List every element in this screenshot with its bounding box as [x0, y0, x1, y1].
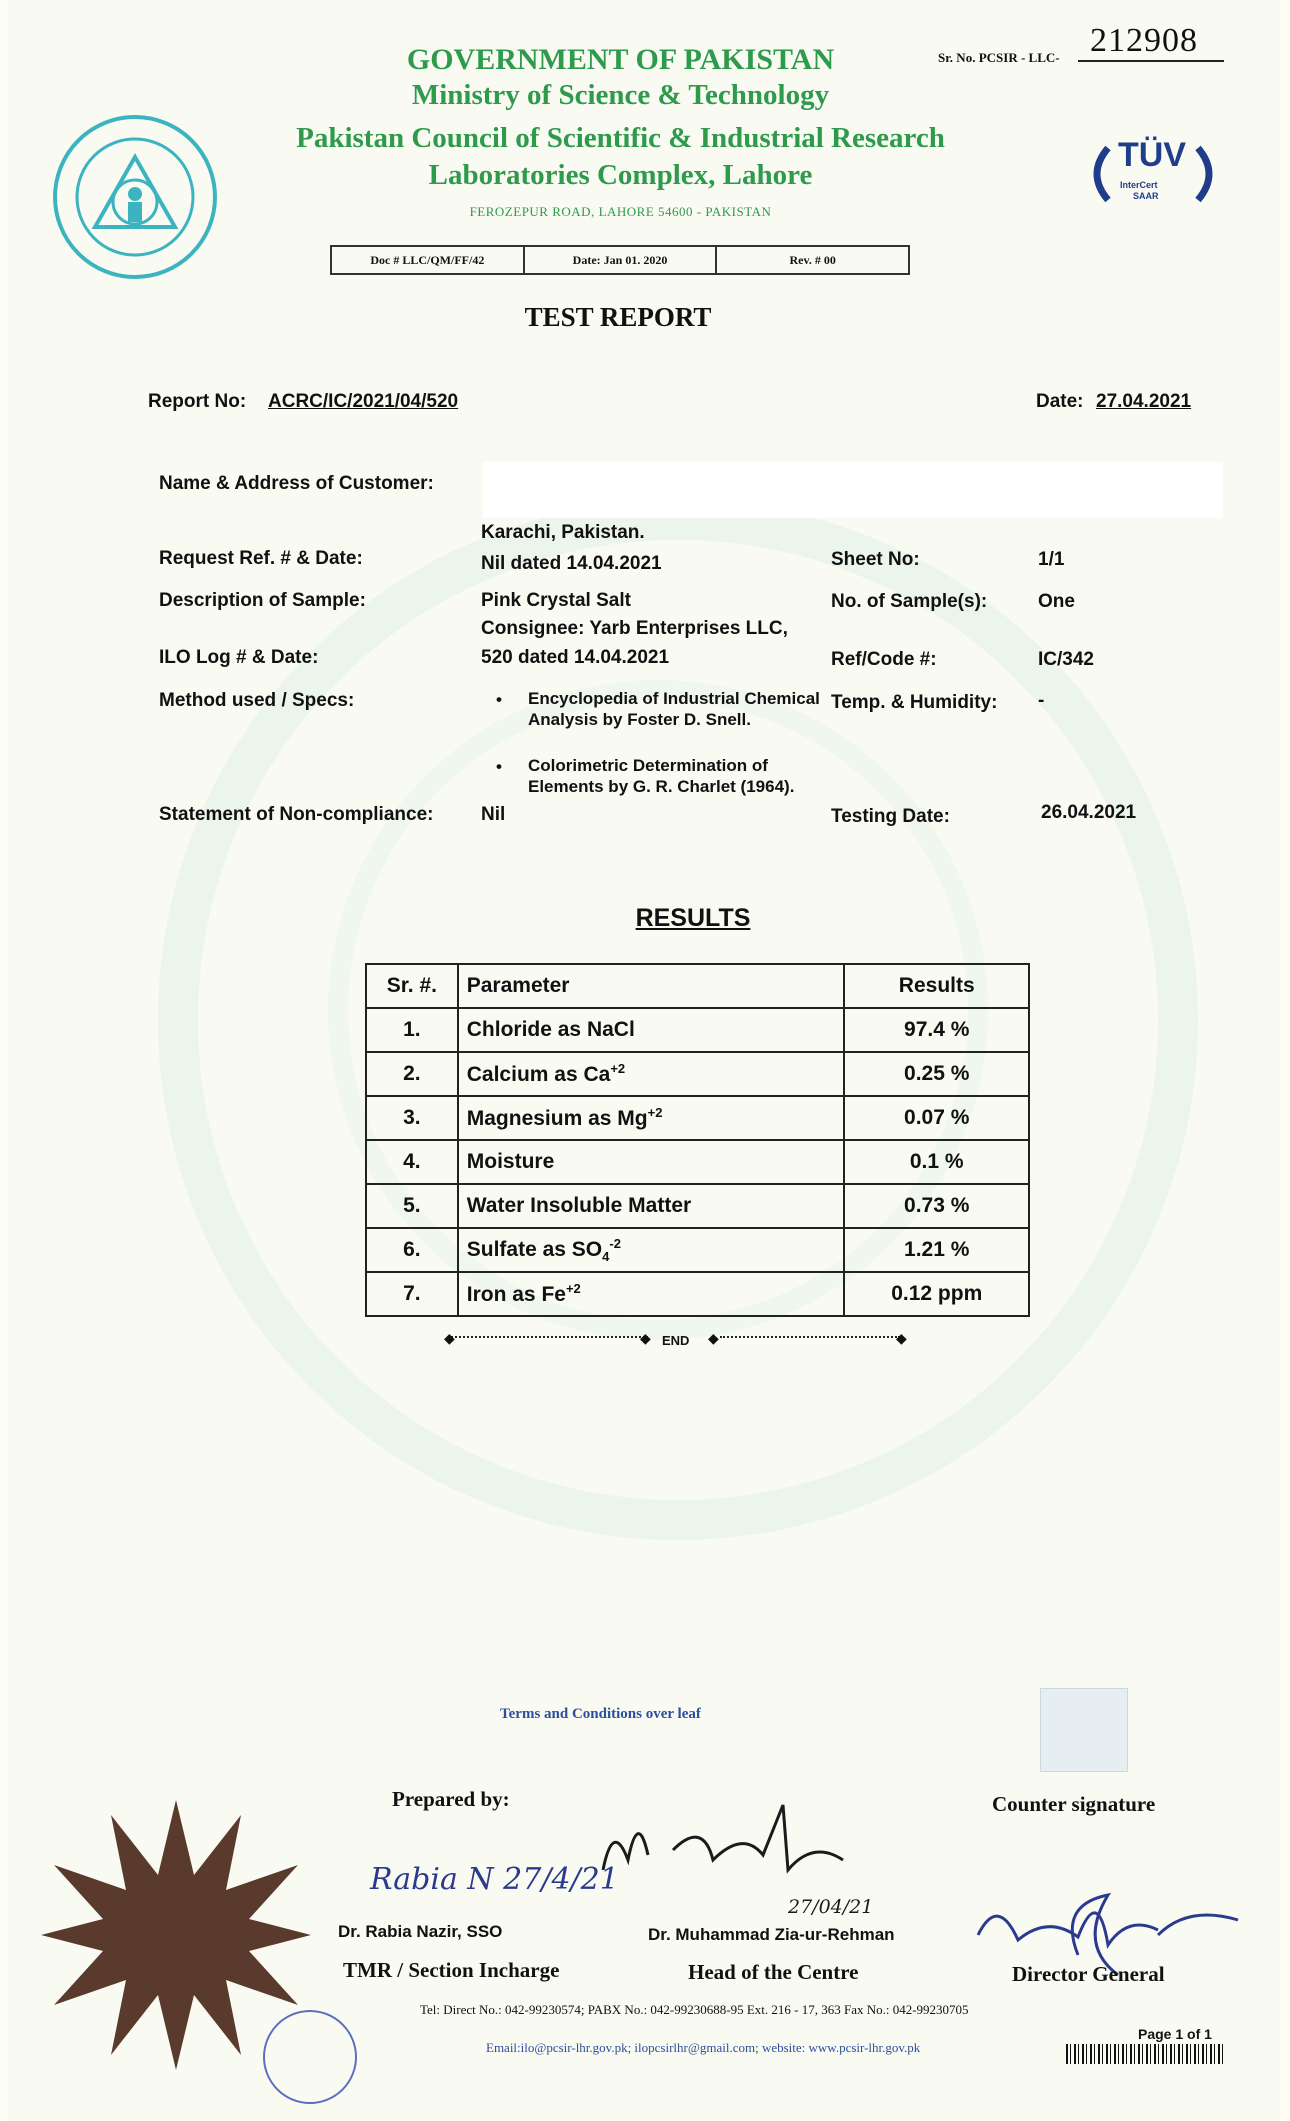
email-line[interactable]: Email:ilo@pcsir-lhr.gov.pk; ilopcsirlhr@gmail.com; website: www.pcsir-lhr.gov.pk	[486, 2040, 921, 2055]
row-result: 0.12 ppm	[844, 1272, 1029, 1316]
param-superscript: +2	[610, 1061, 626, 1076]
report-no-value: ACRC/IC/2021/04/520	[268, 391, 459, 412]
method-item-2: Colorimetric Determination of Elements by G. R. Charlet (1964).	[528, 756, 795, 796]
row-result: 97.4 %	[844, 1008, 1029, 1052]
customer-city: Karachi, Pakistan.	[481, 522, 645, 543]
signatory-1-name: Dr. Rabia Nazir, SSO	[338, 1922, 503, 1941]
param-text: Water Insoluble Matter	[466, 1194, 692, 1217]
report-date-value: 27.04.2021	[1096, 391, 1192, 412]
end-marker: END	[662, 1333, 690, 1348]
header-council: Pakistan Council of Scientific & Industrial Research	[296, 122, 945, 154]
header-ministry: Ministry of Science & Technology	[411, 79, 830, 111]
report-date-label: Date:	[1036, 391, 1084, 412]
method-label: Method used / Specs:	[159, 690, 355, 711]
header-government: GOVERNMENT OF PAKISTAN	[406, 43, 835, 76]
testing-date-value: 26.04.2021	[1041, 802, 1137, 823]
doc-revision: Rev. # 00	[789, 252, 836, 267]
refcode-label: Ref/Code #:	[831, 649, 937, 670]
report-page	[8, 0, 1280, 2121]
tuv-saar: SAAR	[1133, 191, 1159, 201]
signatory-2-name: Dr. Muhammad Zia-ur-Rehman	[648, 1925, 895, 1944]
signature-zia-icon	[593, 1800, 873, 1890]
serial-number: 212908	[1090, 22, 1198, 59]
temp-label: Temp. & Humidity:	[831, 692, 998, 713]
param-text: Sulfate as SO	[466, 1237, 603, 1261]
row-result: 0.25 %	[844, 1052, 1029, 1096]
customer-label: Name & Address of Customer:	[159, 473, 434, 494]
diamond-icon: ◆	[444, 1330, 455, 1346]
method-bullet-2: •	[496, 757, 502, 776]
description-label: Description of Sample:	[159, 590, 366, 611]
row-parameter	[458, 1184, 845, 1228]
diamond-icon: ◆	[896, 1330, 907, 1346]
sheet-label: Sheet No:	[831, 549, 920, 570]
param-subscript: 4	[602, 1249, 610, 1265]
end-line-left	[448, 1336, 648, 1338]
row-sr: 6.	[366, 1228, 458, 1272]
method-item-1: Encyclopedia of Industrial Chemical Analysis by Foster D. Snell.	[528, 689, 820, 729]
param-text: Chloride as NaCl	[466, 1018, 635, 1041]
row-result: 1.21 %	[844, 1228, 1029, 1272]
samples-label: No. of Sample(s):	[831, 591, 988, 612]
description-value-1: Pink Crystal Salt	[481, 590, 631, 611]
report-no-label: Report No:	[148, 391, 247, 412]
signatory-2-title: Head of the Centre	[688, 1960, 859, 1984]
testing-date-label: Testing Date:	[831, 806, 950, 827]
param-text: Moisture	[466, 1150, 555, 1173]
param-superscript: +2	[565, 1281, 581, 1296]
row-parameter	[458, 1228, 845, 1272]
row-result: 0.1 %	[844, 1140, 1029, 1184]
col-parameter: Parameter	[458, 964, 845, 1008]
signature-rabia: Rabia N 27/4/21	[370, 1862, 619, 1897]
document-control-row	[330, 245, 910, 275]
serial-label: Sr. No. PCSIR - LLC-	[938, 50, 1060, 65]
results-heading: RESULTS	[635, 904, 751, 932]
row-parameter	[458, 1140, 845, 1184]
table-row	[366, 1228, 1029, 1272]
param-text: Magnesium as Mg	[466, 1107, 648, 1130]
noncompliance-value: Nil	[481, 804, 506, 825]
param-text: Calcium as Ca	[466, 1063, 611, 1086]
table-row	[366, 1140, 1029, 1184]
col-sr: Sr. #.	[366, 964, 458, 1008]
row-sr: 1.	[366, 1008, 458, 1052]
tuv-text: TÜV	[1118, 136, 1186, 174]
counter-signature-label: Counter signature	[992, 1792, 1156, 1816]
barcode-icon	[1066, 2044, 1226, 2064]
signatory-3-title: Director General	[1012, 1962, 1165, 1986]
description-value-2: Consignee: Yarb Enterprises LLC,	[481, 618, 788, 639]
param-text: Iron as Fe	[466, 1283, 566, 1306]
terms-link[interactable]: Terms and Conditions over leaf	[500, 1706, 701, 1722]
refcode-value: IC/342	[1038, 649, 1094, 670]
sheet-value: 1/1	[1038, 549, 1065, 570]
ilo-value: 520 dated 14.04.2021	[481, 647, 670, 668]
table-row	[366, 1096, 1029, 1140]
table-row	[366, 1184, 1029, 1228]
customer-redacted	[483, 462, 1223, 518]
table-row	[366, 1272, 1029, 1316]
row-parameter	[458, 1096, 845, 1140]
method-bullet-1: •	[496, 690, 502, 709]
signatory-1-title: TMR / Section Incharge	[343, 1958, 560, 1982]
header-address: FEROZEPUR ROAD, LAHORE 54600 - PAKISTAN	[469, 204, 772, 219]
row-sr: 5.	[366, 1184, 458, 1228]
doc-number: Doc # LLC/QM/FF/42	[332, 247, 525, 273]
report-title: TEST REPORT	[524, 302, 712, 332]
row-sr: 2.	[366, 1052, 458, 1096]
stamp-circle-icon	[263, 2010, 357, 2104]
contact-line: Tel: Direct No.: 042-99230574; PABX No.: 042-99230688-95 Ext. 216 - 17, 363 Fax No.: 042-99230705	[420, 2002, 969, 2017]
param-superscript: -2	[609, 1235, 621, 1251]
results-header-row	[366, 964, 1029, 1008]
samples-value: One	[1038, 591, 1075, 612]
row-sr: 7.	[366, 1272, 458, 1316]
row-sr: 3.	[366, 1096, 458, 1140]
page-number: Page 1 of 1	[1138, 2026, 1212, 2042]
table-row	[366, 1052, 1029, 1096]
diamond-icon: ◆	[640, 1330, 651, 1346]
param-superscript: +2	[647, 1105, 663, 1120]
header-lab-complex: Laboratories Complex, Lahore	[428, 159, 813, 191]
row-result: 0.07 %	[844, 1096, 1029, 1140]
tuv-intercert: InterCert	[1120, 180, 1158, 190]
row-sr: 4.	[366, 1140, 458, 1184]
ilo-label: ILO Log # & Date:	[159, 647, 319, 668]
row-parameter	[458, 1052, 845, 1096]
prepared-by-label: Prepared by:	[392, 1787, 510, 1811]
row-parameter	[458, 1272, 845, 1316]
request-label: Request Ref. # & Date:	[159, 548, 363, 569]
signature-zia-date: 27/04/21	[788, 1896, 874, 1918]
table-row	[366, 1008, 1029, 1052]
end-line-right	[720, 1336, 900, 1338]
row-result: 0.73 %	[844, 1184, 1029, 1228]
temp-value: -	[1038, 690, 1045, 711]
hologram-sticker-icon	[1040, 1688, 1128, 1772]
noncompliance-label: Statement of Non-compliance:	[159, 804, 434, 825]
diamond-icon: ◆	[708, 1330, 719, 1346]
results-table	[365, 963, 1030, 1317]
doc-date: Date: Jan 01. 2020	[525, 247, 718, 273]
col-results: Results	[844, 964, 1029, 1008]
request-value: Nil dated 14.04.2021	[481, 553, 662, 574]
row-parameter	[458, 1008, 845, 1052]
